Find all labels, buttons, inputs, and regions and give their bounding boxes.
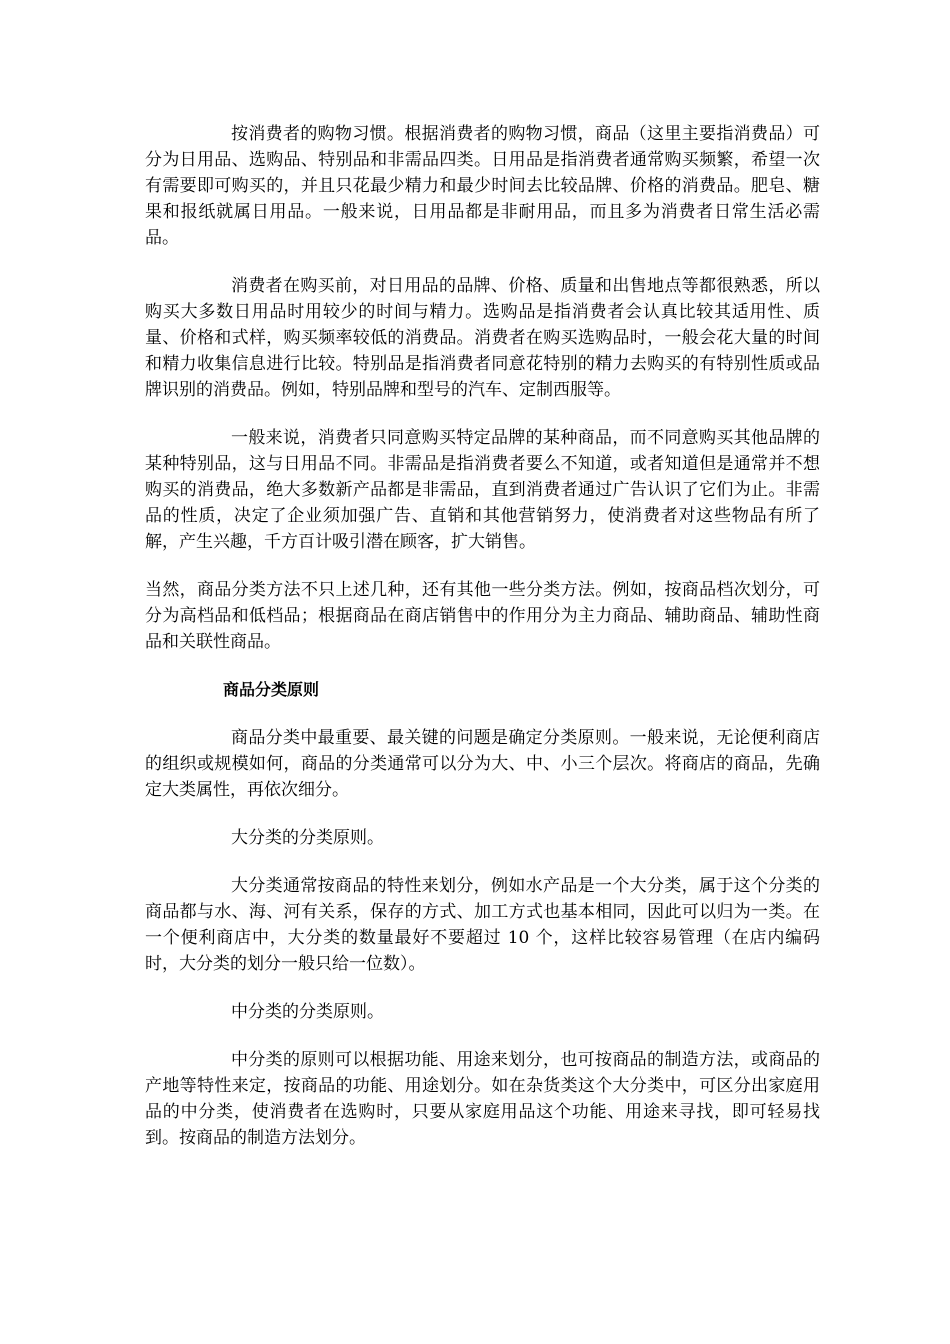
paragraph-non-demand-goods: 一般来说，消费者只同意购买特定品牌的某种商品，而不同意购买其他品牌的某种特别品，这与日用品不同。非需品是指消费者要么不知道，或者知道但是通常并不想购买的消费品，绝大多数新产品都是非需品，直到消费者通过广告认识了它们为止。非需品的性质，决定了企业须加强广告、直销和其他营销努力，使消费者对这些物品有所了解，产生兴趣，千方百计吸引潜在顾客，扩大销售。 — [145, 428, 820, 552]
section-heading: 商品分类原则 — [223, 680, 320, 699]
paragraph-shopping-habits: 按消费者的购物习惯。根据消费者的购物习惯，商品（这里主要指消费品）可分为日用品、选购品、特别品和非需品四类。日用品是指消费者通常购买频繁，希望一次有需要即可购买的，并且只花最少精力和最少时间去比较品牌、价格的消费品。肥皂、糖果和报纸就属日用品。一般来说，日用品都是非耐用品，而且多为消费者日常生活必需品。 — [145, 124, 820, 248]
paragraph-classification-principle: 商品分类中最重要、最关键的问题是确定分类原则。一般来说，无论便利商店的组织或规模如何，商品的分类通常可以分为大、中、小三个层次。将商店的商品，先确定大类属性，再依次细分。 — [145, 728, 820, 800]
paragraph-major-category: 大分类通常按商品的特性来划分，例如水产品是一个大分类，属于这个分类的商品都与水、海、河有关系，保存的方式、加工方式也基本相同，因此可以归为一类。在一个便利商店中，大分类的数量最好不要超过 10 个，这样比较容易管理（在店内编码时，大分类的划分一般只给一位数）。 — [145, 876, 820, 974]
subheading-major-category: 大分类的分类原则。 — [231, 828, 384, 848]
document-body — [145, 121, 820, 1173]
subheading-middle-category: 中分类的分类原则。 — [231, 1002, 384, 1022]
paragraph-middle-category: 中分类的原则可以根据功能、用途来划分，也可按商品的制造方法，或商品的产地等特性来定，按商品的功能、用途划分。如在杂货类这个大分类中，可区分出家庭用品的中分类，使消费者在选购时，只要从家庭用品这个功能、用途来寻找，即可轻易找到。按商品的制造方法划分。 — [145, 1050, 820, 1148]
paragraph-consumer-purchase: 消费者在购买前，对日用品的品牌、价格、质量和出售地点等都很熟悉，所以购买大多数日用品时用较少的时间与精力。选购品是指消费者会认真比较其适用性、质量、价格和式样，购买频率较低的消费品。消费者在购买选购品时，一般会花大量的时间和精力收集信息进行比较。特别品是指消费者同意花特别的精力去购买的有特别性质或品牌识别的消费品。例如，特别品牌和型号的汽车、定制西服等。 — [145, 276, 820, 400]
paragraph-other-methods: 当然，商品分类方法不只上述几种，还有其他一些分类方法。例如，按商品档次划分，可分为高档品和低档品；根据商品在商店销售中的作用分为主力商品、辅助商品、辅助性商品和关联性商品。 — [145, 580, 820, 652]
